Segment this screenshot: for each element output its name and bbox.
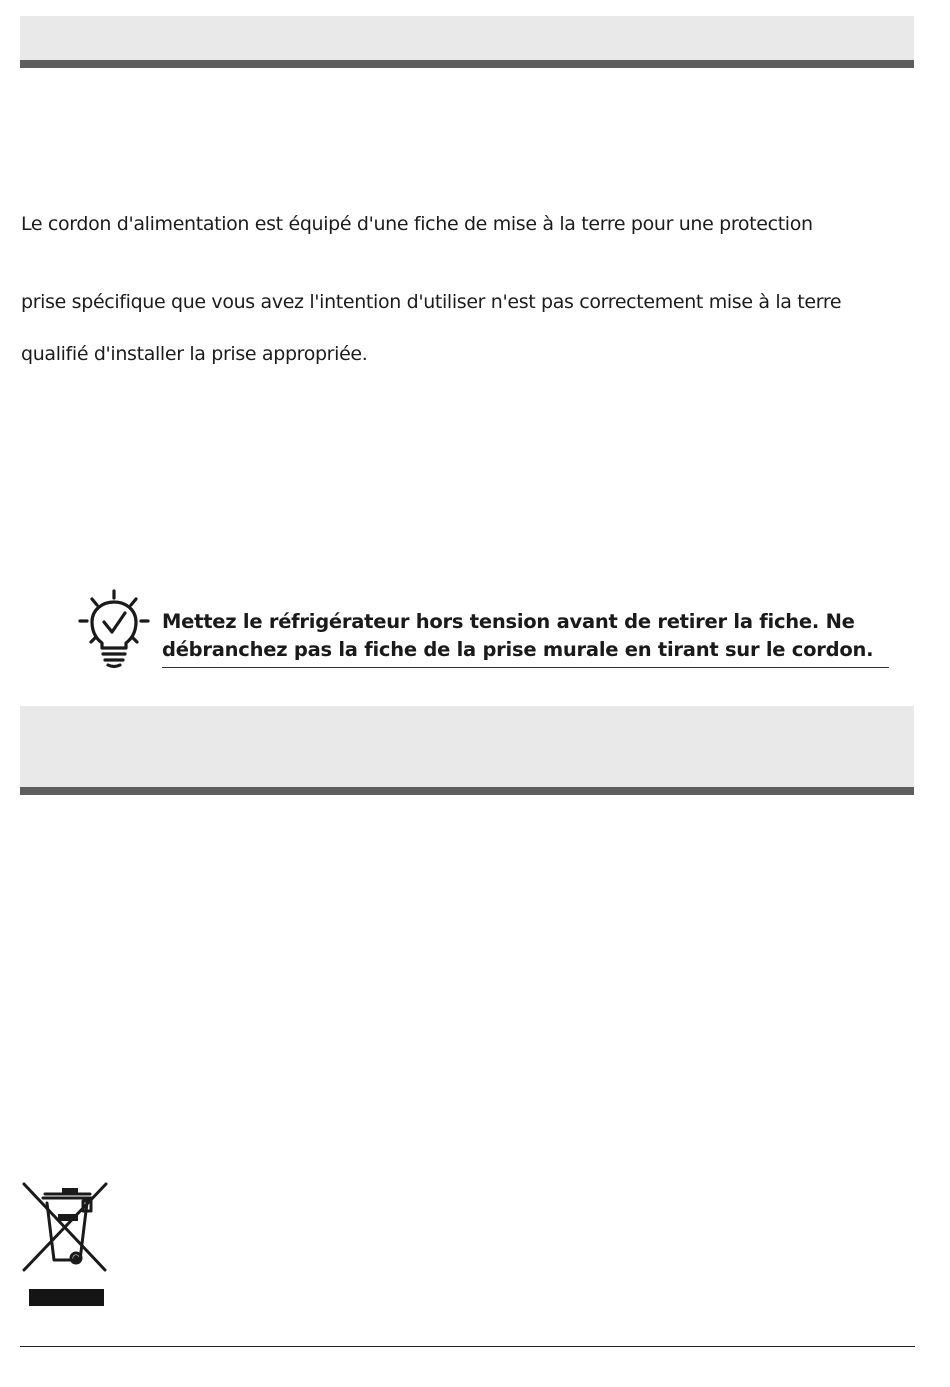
paragraph-line-3: qualifié d'installer la prise appropriée. bbox=[21, 343, 368, 365]
tip-text bbox=[162, 608, 890, 664]
tip-line-2: débranchez pas la fiche de la prise murale en tirant sur le cordon. bbox=[162, 638, 874, 661]
paragraph-line-2: prise spécifique que vous avez l'intention d'utiliser n'est pas correctement mise à la terre bbox=[21, 291, 842, 313]
tip-underline bbox=[162, 667, 889, 668]
paragraph-line-1: Le cordon d'alimentation est équipé d'une fiche de mise à la terre pour une protection bbox=[21, 213, 813, 235]
footer-rule bbox=[20, 1346, 915, 1347]
section-header-rule-top bbox=[20, 60, 914, 68]
crossed-out-wheelie-bin-icon bbox=[20, 1178, 112, 1308]
lightbulb-check-icon bbox=[76, 588, 152, 670]
weee-solid-bar bbox=[29, 1289, 104, 1306]
tip-line-1: Mettez le réfrigérateur hors tension avant de retirer la fiche. Ne bbox=[162, 610, 855, 633]
section-header-rule-middle bbox=[20, 787, 914, 795]
section-header-band-top bbox=[20, 16, 914, 68]
section-header-band-middle bbox=[20, 706, 914, 795]
